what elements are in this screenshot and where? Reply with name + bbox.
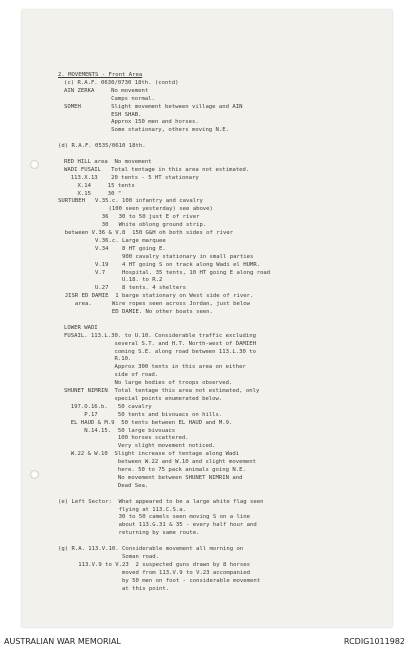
document-line: moved from 113.V.9 to V.23 accompanied [58,569,250,576]
document-line: U.18. to R.2 [58,277,163,284]
document-line: Approx 300 tents in this area on either [64,364,246,371]
document-line: about 113.G.31 & 35 - every half hour and [58,522,257,529]
document-line: between W.22 and W.10 and slight movement [64,459,256,466]
document-line: WADI FUSAIL Total tentage in this area not estimated. [64,166,250,173]
document-line: Soman road. [58,553,160,560]
document-line: W.22 & W.10 Slight increase of tentage along Wadi [64,451,240,458]
document-line: 36 30 to 50 just E of river [58,214,200,221]
document-line: coming S.E. along road between 113.L.30 to [64,348,256,355]
document-line: 113.X.13 20 tents - 5 HT stationary [64,174,199,181]
document-line: X.14 15 tents [64,182,135,189]
section-heading: 2. MOVEMENTS - Front Area [58,72,143,78]
document-line: at this point. [58,585,170,592]
document-line: several S.T. and H.T. North-west of DAMIEH [64,340,256,347]
document-line: U.27 8 tents. 4 shelters [58,285,186,292]
document-line: (c) R.A.F. 0630/0730 18th. (contd) [64,79,179,86]
document-line: area. Wire ropes seen across Jordan, just below [58,301,250,308]
document-line: (d) R.A.F. 0535/0610 18th. [58,143,146,150]
archive-name: AUSTRALIAN WAR MEMORIAL [4,637,121,646]
document-line: 197.O.16.b. 50 cavalry [64,403,152,410]
document-line: R.10. [64,356,132,363]
document-line: special points enumerated below. [64,395,223,402]
document-line: JISR ED DAMIE 1 barge stationary on West side of river. [58,293,254,300]
archive-footer [4,636,405,650]
document-line: Some stationary, others moving N.E. [64,127,230,134]
document-line: V.34 8 HT going E. [58,245,166,252]
document-line: SURTUBEH V.35.c. 100 infantry and cavalry [58,198,203,205]
document-line: V.7 Hospital. 35 tents, 10 HT going E along road [58,269,271,276]
document-line: SOMEH Slight movement between village and AIN [64,103,243,110]
document-line: by 50 men on foot - considerable movement [58,577,261,584]
document-line: here. 50 to 75 pack animals going N.E. [64,467,246,473]
document-line: flying at 113.C.S.a. [58,506,186,513]
document-line: N.14.15. 50 large bivouacs [64,427,176,434]
document-line: X.15 30 " [64,190,122,197]
document-line: V.36.c. Large marquee [58,237,166,244]
document-line: SHUNET NIMRIN Total tentage this area not estimated, only [64,388,260,394]
document-line: P.17 50 tents and bivouacs on hills. [64,411,223,418]
document-line: returning by same route. [58,530,200,537]
document-line: 30 to 50 camels seen moving S on a line [58,514,250,521]
document-line: No movement between SHUNET NIMRIN and [64,474,243,481]
document-page [22,10,392,627]
document-line: (e) Left Sector: What appeared to be a large white flag seen [58,498,264,505]
document-line: (100 seen yesterday) see above) [58,206,213,213]
document-line: V.19 4 HT going S on track along Wadi el HUMR. [58,261,261,268]
punch-hole [30,160,39,169]
document-line: Very slight movement noticed. [64,443,216,450]
document-line: EL HAUD & M.9 50 tents between EL HAUD and M.9. [64,419,233,426]
document-line: Dead Sea. [64,482,149,489]
document-line: No large bodies of troops observed. [64,380,233,387]
document-line: side of road. [64,372,159,379]
document-line: 113.V.9 to V.23 2 suspected guns drawn by 8 horses [58,561,250,568]
document-line: Camps normal. [64,95,155,102]
document-line: RED HILL area No movement [64,158,152,165]
document-line: 900 cavalry stationary in small parties [58,253,254,260]
document-line: Approx 150 men and horses. [64,119,199,126]
document-line: ESH SHAB. [64,111,142,118]
punch-hole [30,470,39,479]
document-line: between V.36 & V.8 150 G&H oh both sides of river [58,230,234,236]
document-line: ED DAMIE. No other boats seen. [58,309,213,315]
document-line: (g) R.A. 113.V.10. Considerable movement all morning on [58,546,244,552]
document-line: 30 White oblong ground strip. [58,222,207,229]
archive-reference: RCDIG1011982 [343,637,405,646]
document-line: FUSAIL. 113.L.30. to U.10. Considerable traffic excluding [64,332,256,339]
document-line: 100 horses scattered. [64,435,189,442]
document-line: LOWER WADI [64,324,98,331]
document-line: AIN ZERKA No movement [64,87,149,94]
